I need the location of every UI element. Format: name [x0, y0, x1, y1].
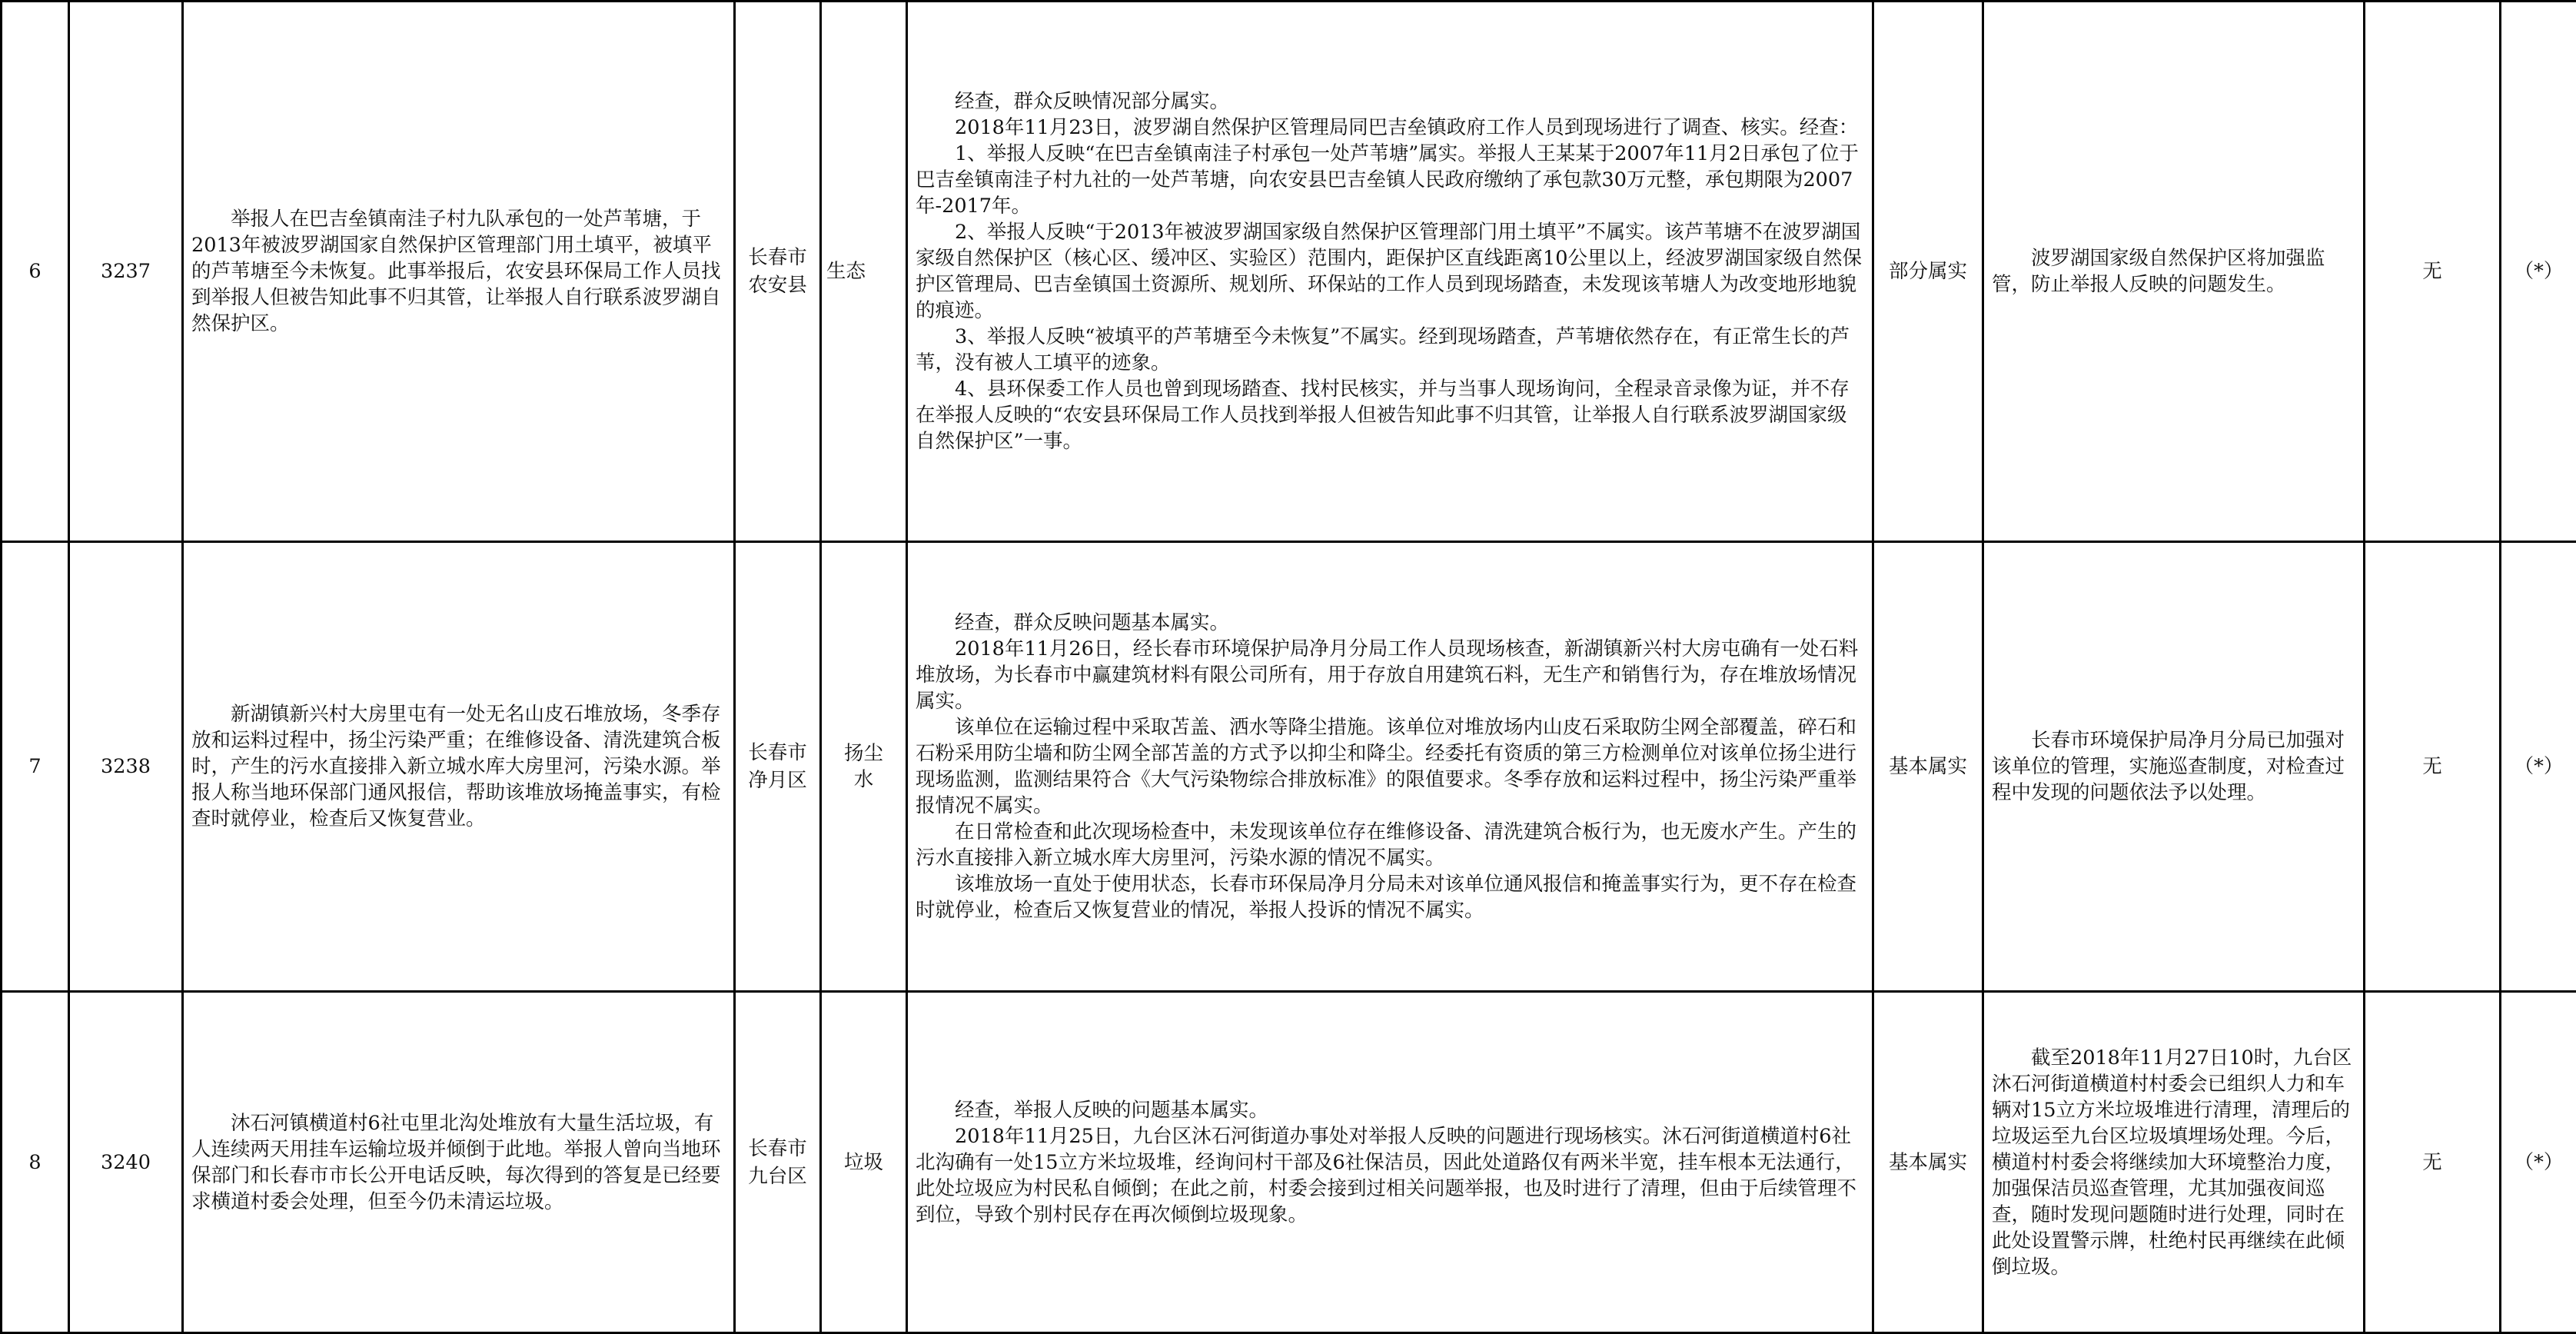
- measure-text: 波罗湖国家级自然保护区将加强监管，防止举报人反映的问题发生。: [1992, 245, 2357, 298]
- seq-cell: 8: [2, 992, 69, 1333]
- type-cell: [821, 2, 907, 542]
- pollution-type: 生态: [822, 260, 866, 283]
- note-cell: （*）: [2501, 542, 2576, 992]
- complaint-cell: [183, 2, 735, 542]
- table-row: [2, 542, 2576, 992]
- investigation-paragraph: 1、举报人反映“在巴吉垒镇南洼子村承包一处芦苇塘”属实。举报人王某某于2007年11月2日承包了位于巴吉垒镇南洼子村九社的一处芦苇塘，向农安县巴吉垒镇人民政府缴纳了承包款30万元整，承包期限为2007年-2017年。: [916, 141, 1866, 219]
- investigation-paragraph: 在日常检查和此次现场检查中，未发现该单位存在维修设备、清洗建筑合板行为，也无废水产生。产生的污水直接排入新立城水库大房里河，污染水源的情况不属实。: [916, 819, 1866, 871]
- investigation-paragraph: 2018年11月25日，九台区沐石河街道办事处对举报人反映的问题进行现场核实。沐石河街道横道村6社北沟确有一处15立方米垃圾堆，经询问村干部及6社保洁员，因此处道路仅有两米半宽，挂车根本无法通行，此处垃圾应为村民私自倾倒；在此之前，村委会接到过相关问题举报，也及时进行了清理，但由于后续管理不到位，导致个别村民存在再次倾倒垃圾现象。: [916, 1123, 1866, 1228]
- accountability-cell: 无: [2365, 542, 2501, 992]
- investigation-cell: [907, 992, 1873, 1333]
- city: 长春市: [748, 246, 807, 269]
- measure-cell: [1983, 2, 2365, 542]
- investigation-paragraph: 该单位在运输过程中采取苫盖、洒水等降尘措施。该单位对堆放场内山皮石采取防尘网全部覆盖，碎石和石粉采用防尘墙和防尘网全部苫盖的方式予以抑尘和降尘。经委托有资质的第三方检测单位对该单位扬尘进行现场监测，监测结果符合《大气污染物综合排放标准》的限值要求。冬季存放和运料过程中，扬尘污染严重举报情况不属实。: [916, 714, 1866, 819]
- investigation-paragraph: 3、举报人反映“被填平的芦苇塘至今未恢复”不属实。经到现场踏查，芦苇塘依然存在，有正常生长的芦苇，没有被人工填平的迹象。: [916, 324, 1866, 376]
- seq-cell: 7: [2, 542, 69, 992]
- accountability-cell: 无: [2365, 2, 2501, 542]
- verdict-cell: 基本属实: [1873, 542, 1983, 992]
- case-id-cell: 3237: [69, 2, 183, 542]
- pollution-type: 扬尘水: [840, 740, 888, 793]
- note-cell: （*）: [2501, 2, 2576, 542]
- measure-text: 长春市环境保护局净月分局已加强对该单位的管理，实施巡查制度，对检查过程中发现的问题依法予以处理。: [1992, 727, 2357, 806]
- complaint-text: 沐石河镇横道村6社屯里北沟处堆放有大量生活垃圾，有人连续两天用挂车运输垃圾并倾倒于此地。举报人曾向当地环保部门和长春市市长公开电话反映，每次得到的答复是已经要求横道村委会处理，但至今仍未清运垃圾。: [191, 1110, 727, 1215]
- measure-text: 截至2018年11月27日10时，九台区沐石河街道横道村村委会已组织人力和车辆对15立方米垃圾堆进行清理，清理后的垃圾运至九台区垃圾填埋场处理。今后，横道村村委会将继续加大环境整治力度，加强保洁员巡查管理，尤其加强夜间巡查，随时发现问题随时进行处理，同时在此处设置警示牌，杜绝村民再继续在此倾倒垃圾。: [1992, 1045, 2357, 1280]
- complaint-text: 新湖镇新兴村大房里屯有一处无名山皮石堆放场，冬季存放和运料过程中，扬尘污染严重；在维修设备、清洗建筑合板时，产生的污水直接排入新立城水库大房里河，污染水源。举报人称当地环保部门通风报信，帮助该堆放场掩盖事实，有检查时就停业，检查后又恢复营业。: [191, 701, 727, 832]
- investigation-paragraph: 2018年11月26日，经长春市环境保护局净月分局工作人员现场核查，新湖镇新兴村大房屯确有一处石料堆放场，为长春市中赢建筑材料有限公司所有，用于存放自用建筑石料，无生产和销售行为，存在堆放场情况属实。: [916, 636, 1866, 714]
- region-cell: [735, 542, 821, 992]
- type-cell: [821, 542, 907, 992]
- city: 长春市: [748, 1137, 807, 1160]
- measure-cell: [1983, 992, 2365, 1333]
- verdict-cell: 基本属实: [1873, 992, 1983, 1333]
- investigation-paragraph: 经查，群众反映问题基本属实。: [916, 610, 1866, 636]
- type-cell: 垃圾: [821, 992, 907, 1333]
- case-id-cell: 3240: [69, 992, 183, 1333]
- region-cell: [735, 2, 821, 542]
- measure-cell: [1983, 542, 2365, 992]
- investigation-paragraph: 经查，群众反映情况部分属实。: [916, 88, 1866, 115]
- investigation-paragraph: 2018年11月23日，波罗湖自然保护区管理局同巴吉垒镇政府工作人员到现场进行了调查、核实。经查：: [916, 115, 1866, 141]
- district: 九台区: [748, 1165, 807, 1188]
- note-cell: （*）: [2501, 992, 2576, 1333]
- seq-cell: 6: [2, 2, 69, 542]
- complaint-text: 举报人在巴吉垒镇南洼子村九队承包的一处芦苇塘，于2013年被波罗湖国家自然保护区管理部门用土填平，被填平的芦苇塘至今未恢复。此事举报后，农安县环保局工作人员找到举报人但被告知此事不归其管，让举报人自行联系波罗湖自然保护区。: [191, 206, 727, 337]
- verdict-cell: 部分属实: [1873, 2, 1983, 542]
- investigation-paragraph: 2、举报人反映“于2013年被波罗湖国家级自然保护区管理部门用土填平”不属实。该芦苇塘不在波罗湖国家级自然保护区（核心区、缓冲区、实验区）范围内，距保护区直线距离10公里以上，经波罗湖国家级自然保护区管理局、巴吉垒镇国土资源所、规划所、环保站的工作人员到现场踏查，未发现该苇塘人为改变地形地貌的痕迹。: [916, 219, 1866, 324]
- district: 净月区: [748, 769, 807, 792]
- table-row: [2, 2, 2576, 542]
- table-row: [2, 992, 2576, 1333]
- city: 长春市: [748, 741, 807, 764]
- complaint-cell: [183, 992, 735, 1333]
- district: 农安县: [748, 274, 807, 297]
- investigation-cell: [907, 542, 1873, 992]
- investigation-paragraph: 经查，举报人反映的问题基本属实。: [916, 1097, 1866, 1123]
- investigation-cell: [907, 2, 1873, 542]
- investigation-paragraph: 该堆放场一直处于使用状态，长春市环保局净月分局未对该单位通风报信和掩盖事实行为，更不存在检查时就停业，检查后又恢复营业的情况，举报人投诉的情况不属实。: [916, 871, 1866, 923]
- region-cell: [735, 992, 821, 1333]
- investigation-paragraph: 4、县环保委工作人员也曾到现场踏查、找村民核实，并与当事人现场询问，全程录音录像为证，并不存在举报人反映的“农安县环保局工作人员找到举报人但被告知此事不归其管，让举报人自行联系波罗湖国家级自然保护区”一事。: [916, 376, 1866, 454]
- accountability-cell: 无: [2365, 992, 2501, 1333]
- case-id-cell: 3238: [69, 542, 183, 992]
- complaint-cell: [183, 542, 735, 992]
